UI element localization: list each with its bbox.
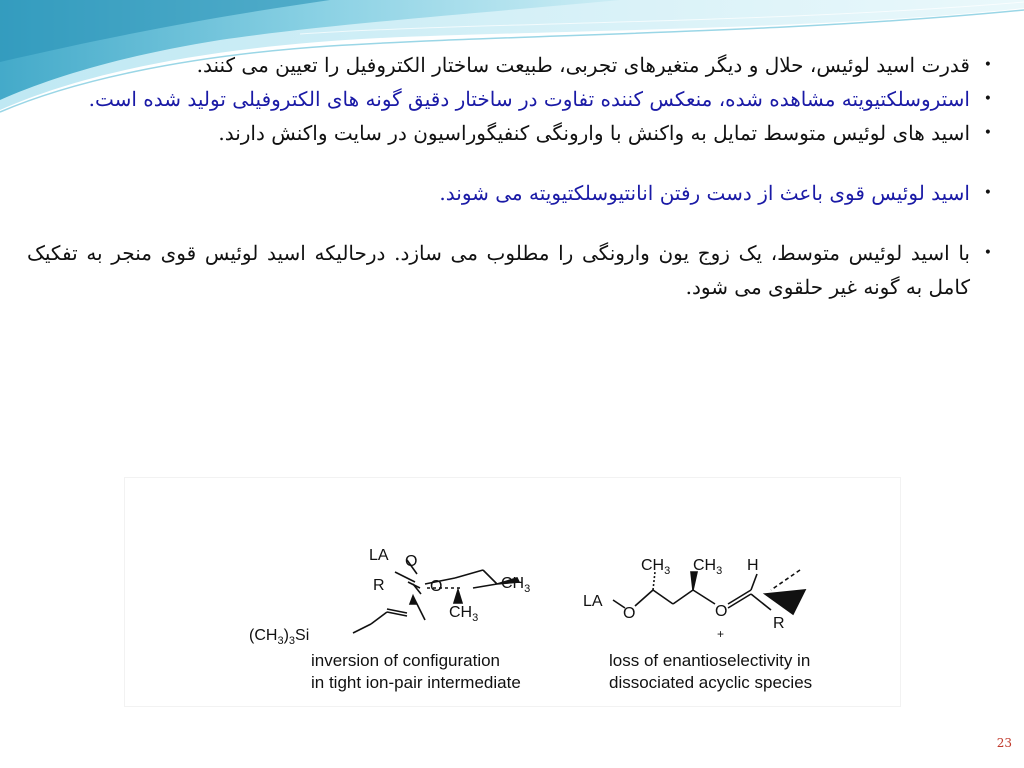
bullet-dot-icon: •	[983, 125, 992, 141]
methyl-label: $CH_3$	[641, 557, 671, 577]
r-group-label: R	[373, 577, 385, 594]
methyl-label: $CH_3$	[693, 557, 723, 577]
oxonium-oxygen-label: O	[715, 603, 728, 620]
r-group-label: R	[773, 615, 785, 632]
bullet-item	[27, 176, 992, 210]
bullet-text: اسید لوئیس قوی باعث از دست رفتن انانتیوسلکتیویته می شوند.	[439, 181, 970, 205]
bullet-item	[27, 82, 992, 116]
left-caption-line-2: in tight ion-pair intermediate	[311, 673, 521, 692]
left-labels	[249, 547, 530, 692]
right-structure	[613, 570, 805, 614]
bullet-text: استروسلکتیویته مشاهده شده، منعکس کننده تفاوت در ساختار دقیق گونه های الکتروفیلی تولید شده است.	[88, 87, 970, 111]
bullet-item	[27, 48, 992, 82]
bullet-item	[27, 116, 992, 150]
oxygen-label: O	[405, 553, 418, 570]
allylsilane-label: $(CH_3)_3Si$	[249, 627, 310, 647]
hydrogen-label: H	[747, 557, 759, 574]
methyl-label: $CH_3$	[449, 604, 479, 624]
reaction-scheme-image	[125, 478, 900, 706]
bullet-dot-icon: •	[983, 185, 992, 201]
bullet-item	[27, 236, 992, 304]
left-caption-line-1: inversion of configuration	[311, 651, 501, 670]
page-number: 23	[996, 736, 1012, 750]
oxygen-label: O	[623, 605, 636, 622]
bullet-text: با اسید لوئیس متوسط، یک زوج یون وارونگی را مطلوب می سازد. درحالیکه اسید لوئیس قوی منجر به تفکیک کامل به گونه غیر حلقوی می شود.	[27, 241, 970, 299]
oxygen-label: O	[430, 578, 443, 595]
bullet-list	[27, 48, 992, 304]
spacer	[27, 210, 992, 236]
right-caption-line-2: dissociated acyclic species	[609, 673, 813, 692]
bullet-text: اسید های لوئیس متوسط تمایل به واکنش با وارونگی کنفیگوراسیون در سایت واکنش دارند.	[218, 121, 970, 145]
methyl-label: $CH_3$	[501, 575, 531, 595]
spacer	[27, 150, 992, 176]
left-structure	[353, 560, 519, 633]
positive-charge-label: +	[717, 627, 725, 641]
right-labels	[583, 557, 812, 692]
lewis-acid-label: LA	[369, 547, 389, 564]
right-caption-line-1: loss of enantioselectivity in	[609, 651, 811, 670]
lewis-acid-label: LA	[583, 593, 603, 610]
bullet-dot-icon: •	[983, 91, 992, 107]
bullet-dot-icon: •	[983, 245, 992, 261]
bullet-dot-icon: •	[983, 57, 992, 73]
chemistry-figure	[125, 478, 900, 706]
bullet-text: قدرت اسید لوئیس، حلال و دیگر متغیرهای تجربی، طبیعت ساختار الکتروفیل را تعیین می کنند.	[196, 53, 970, 77]
